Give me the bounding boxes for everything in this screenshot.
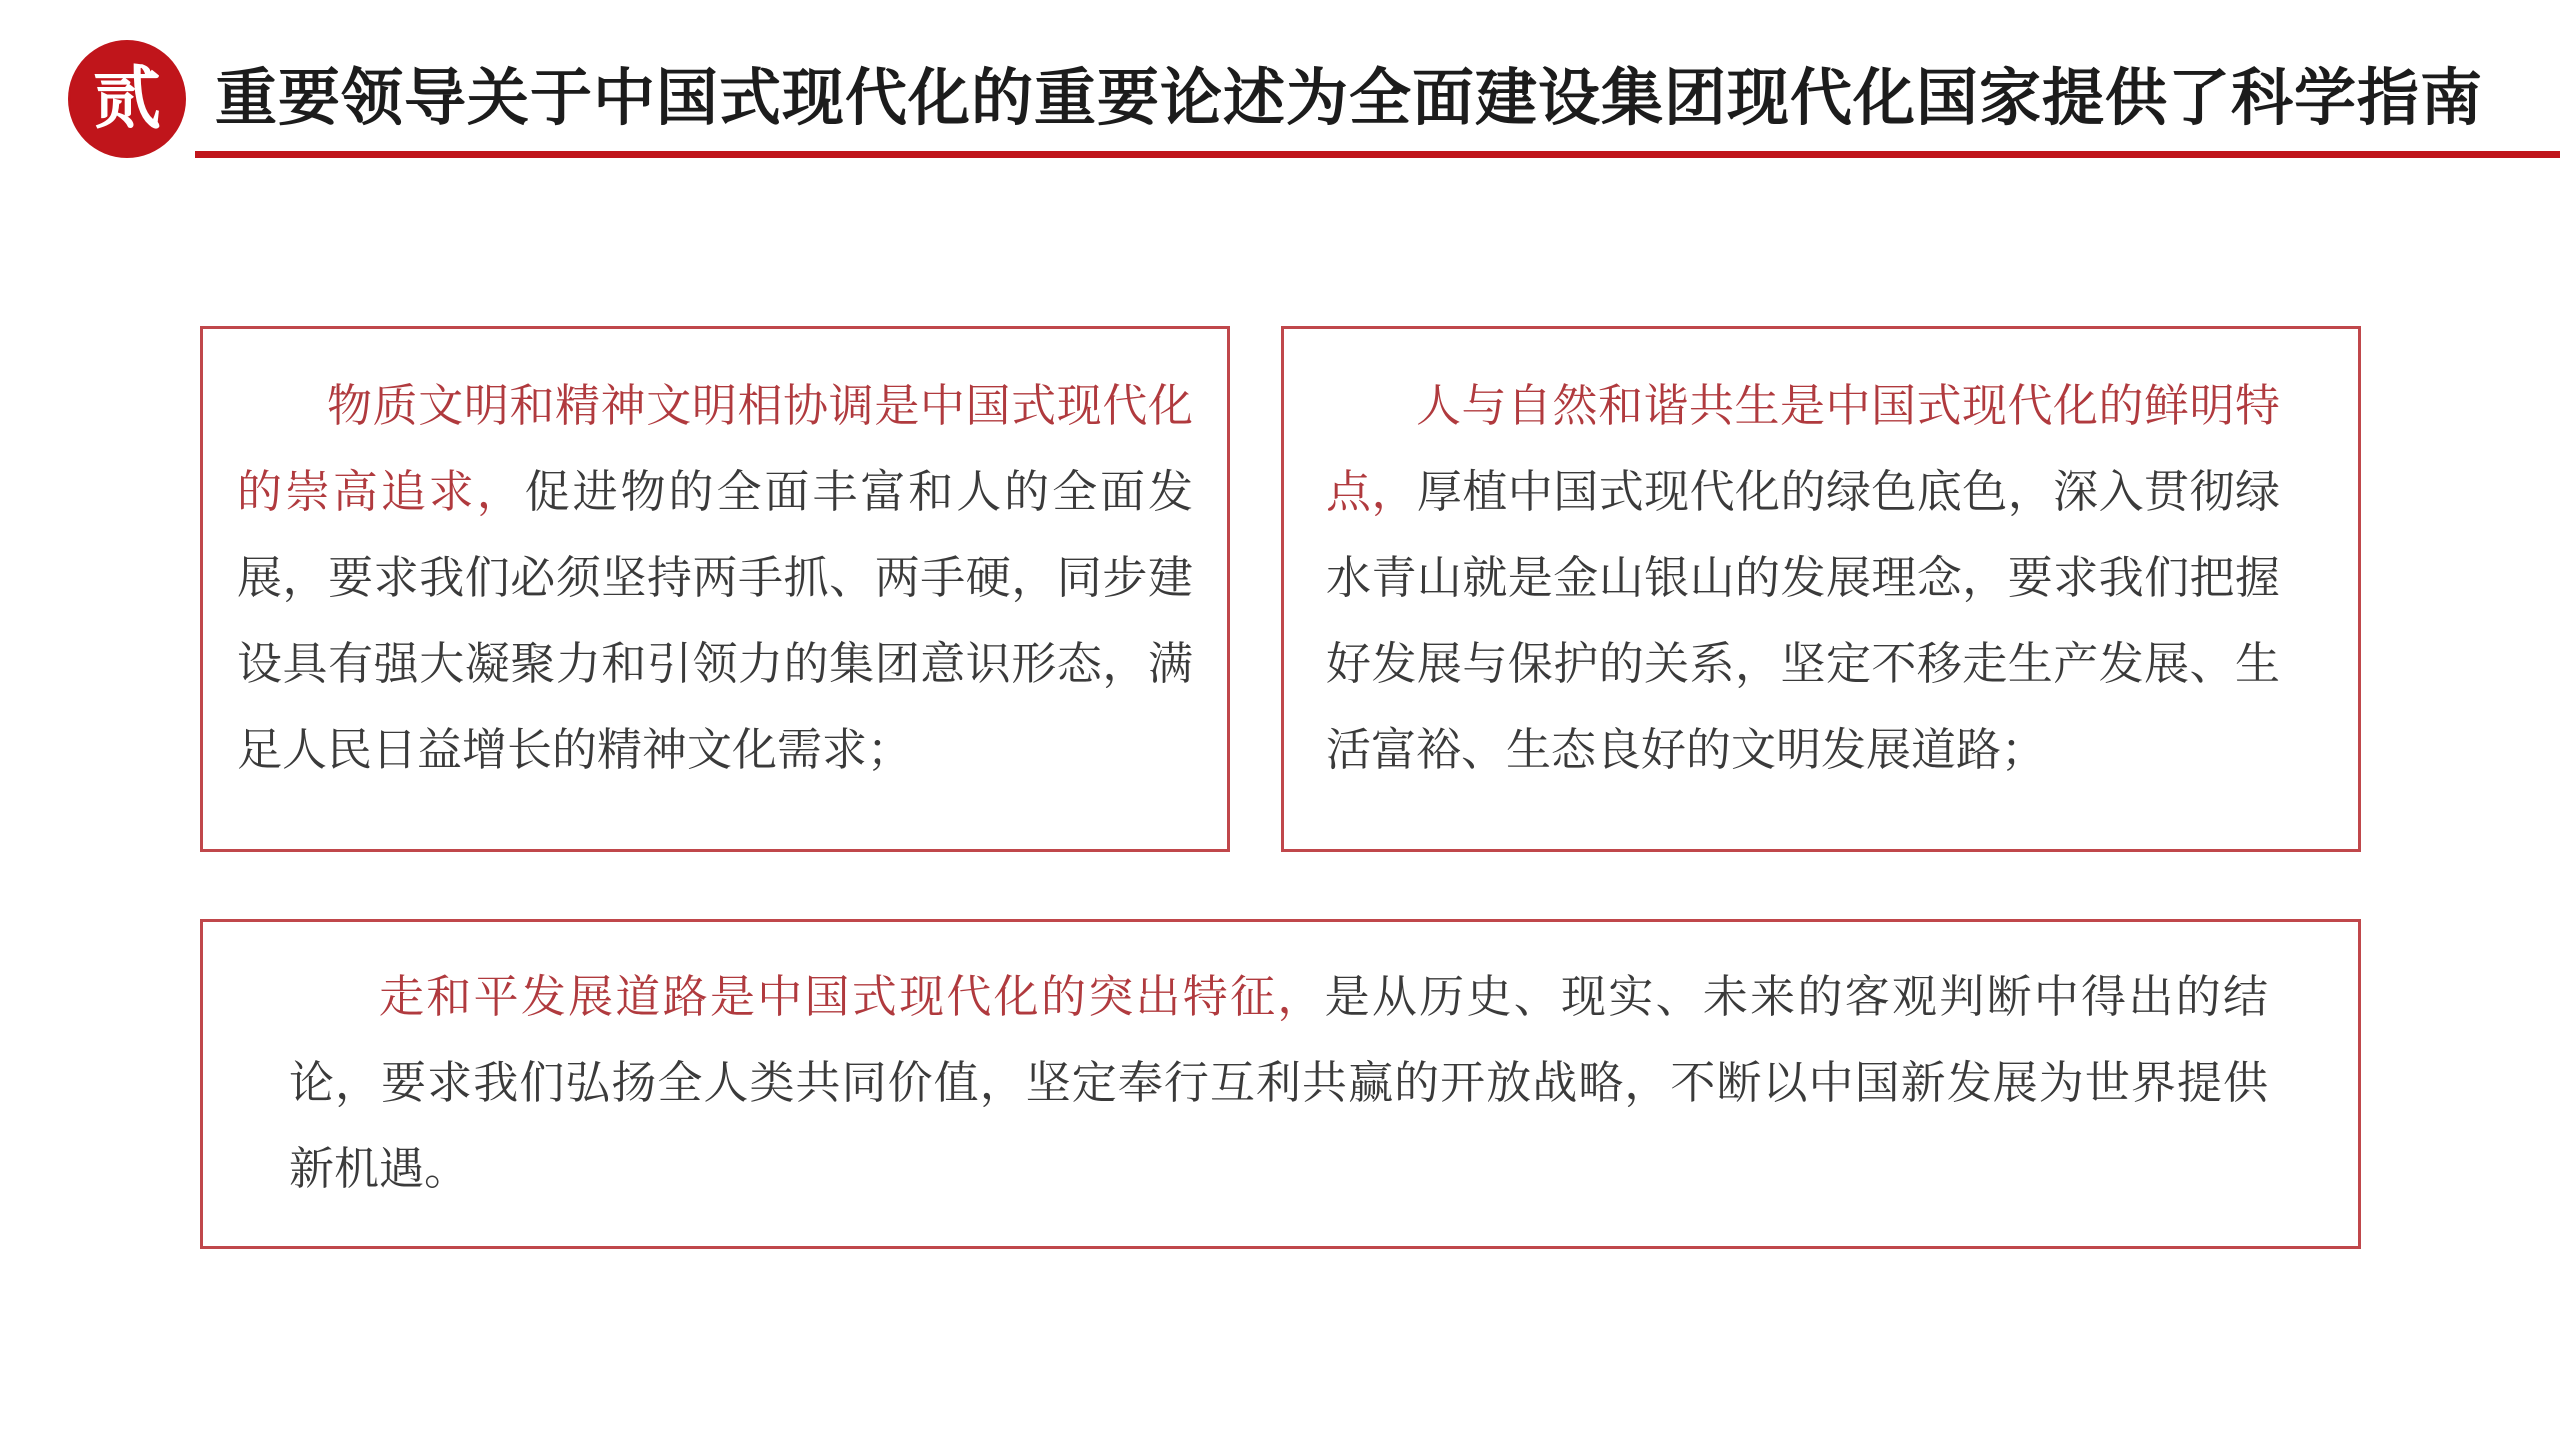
card-highlight-text: 人与自然和谐共生是中国式现代化的鲜明特点， bbox=[1326, 379, 2280, 518]
content-card-harmony-nature bbox=[1281, 326, 2361, 852]
slide-header bbox=[0, 0, 2560, 170]
card-body-text: 是从历史、现实、未来的客观判断中得出的结论，要求我们弘扬全人类共同价值，坚定奉行互利共赢的开放战略，不断以中国新发展为世界提供新机遇。 bbox=[289, 970, 2268, 1195]
card-highlight-text: 物质文明和精神文明相协调是中国式现代化的崇高追求， bbox=[237, 379, 1193, 518]
card-body-text: 促进物的全面丰富和人的全面发展，要求我们必须坚持两手抓、两手硬，同步建设具有强大凝聚力和引领力的集团意识形态，满足人民日益增长的精神文化需求； bbox=[237, 465, 1193, 776]
card-highlight-text: 走和平发展道路是中国式现代化的突出特征， bbox=[379, 970, 1325, 1023]
content-card-peaceful-development bbox=[200, 919, 2361, 1249]
card-paragraph bbox=[1326, 363, 2280, 793]
content-card-material-spiritual bbox=[200, 326, 1230, 852]
card-body-text: 厚植中国式现代化的绿色底色，深入贯彻绿水青山就是金山银山的发展理念，要求我们把握好发展与保护的关系，坚定不移走生产发展、生活富裕、生态良好的文明发展道路； bbox=[1326, 465, 2280, 776]
header-divider bbox=[195, 151, 2560, 158]
section-number-badge bbox=[70, 42, 184, 156]
card-paragraph bbox=[289, 954, 2268, 1212]
section-number-text: 贰 bbox=[92, 59, 161, 139]
card-paragraph bbox=[237, 363, 1193, 793]
page-title: 重要领导关于中国式现代化的重要论述为全面建设集团现代化国家提供了科学指南 bbox=[215, 61, 2484, 134]
